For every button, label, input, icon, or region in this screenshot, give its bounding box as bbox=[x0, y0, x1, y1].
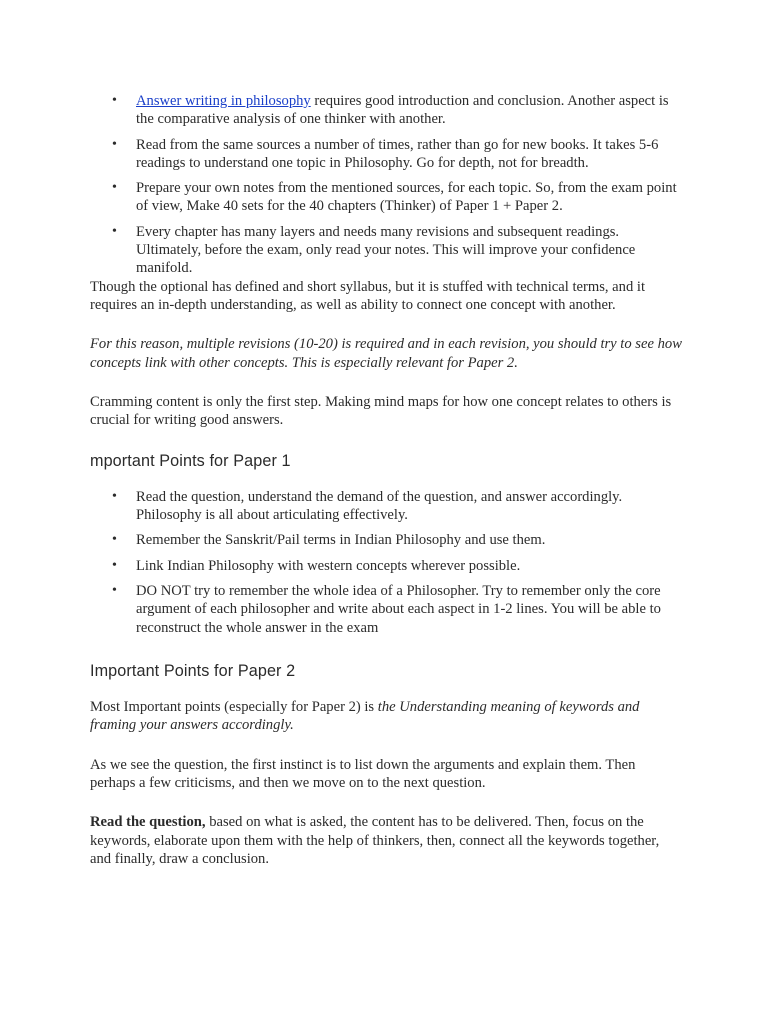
paragraph-keywords bbox=[90, 698, 682, 735]
paragraph-keywords-emphasis: the Understanding meaning of keywords and framing your answers accordingly. bbox=[90, 699, 640, 734]
paragraph-read-question bbox=[90, 813, 682, 868]
list-item: • Link Indian Philosophy with western concepts wherever possible. bbox=[136, 557, 682, 575]
list-item: • Read the question, understand the demand of the question, and answer accordingly. Philosophy is all about articulating effectively. bbox=[136, 488, 682, 525]
list-item: • Read from the same sources a number of times, rather than go for new books. It takes 5-6 readings to understand one topic in Philosophy. Go for depth, not for breadth. bbox=[136, 136, 682, 173]
answer-writing-link[interactable]: Answer writing in philosophy bbox=[136, 93, 311, 109]
paragraph-first-instinct: As we see the question, the first instinct is to list down the arguments and explain them. Then perhaps a few criticisms, and then we move on to the next question. bbox=[90, 756, 636, 792]
heading-paper-1: mportant Points for Paper 1 bbox=[90, 452, 291, 471]
list-item bbox=[136, 92, 682, 129]
list-item: • DO NOT try to remember the whole idea of a Philosopher. Try to remember only the core argument of each philosopher and write about each aspect in 1-2 lines. You will be able to reconstruct the whole answer in the exam bbox=[136, 582, 682, 637]
heading-paper-2: Important Points for Paper 2 bbox=[90, 661, 296, 680]
list-item-text: requires good introduction and conclusion. Another aspect is the comparative analysis of one thinker with another. bbox=[136, 93, 669, 128]
paragraph-revisions: For this reason, multiple revisions (10-20) is required and in each revision, you should try to see how concepts link with other concepts. This is especially relevant for Paper 2. bbox=[90, 336, 682, 371]
bullet-list-general-tips bbox=[90, 92, 682, 278]
paragraph-read-question-bold: Read the question, bbox=[90, 814, 206, 831]
paragraph-cramming: Cramming content is only the first step. Making mind maps for how one concept relates to others is crucial for writing good answers. bbox=[90, 393, 672, 429]
list-item: • Prepare your own notes from the mentioned sources, for each topic. So, from the exam point of view, Make 40 sets for the 40 chapters (Thinker) of Paper 1 + Paper 2. bbox=[136, 179, 682, 216]
paragraph-keywords-text: Most Important points (especially for Paper 2) is bbox=[90, 699, 378, 716]
bullet-list-paper-1 bbox=[90, 488, 682, 637]
list-item: • Every chapter has many layers and needs many revisions and subsequent readings. Ultimately, before the exam, only read your notes. This will improve your confidence manifold. bbox=[136, 223, 682, 278]
paragraph-read-question-text: based on what is asked, the content has to be delivered. Then, focus on the keywords, elaborate upon them with the help of thinkers, then, connect all the keywords together, and finally, draw a conclusion. bbox=[90, 814, 660, 867]
document-page bbox=[90, 92, 682, 868]
paragraph-syllabus: Though the optional has defined and short syllabus, but it is stuffed with technical terms, and it requires an in-depth understanding, as well as ability to connect one concept with another. bbox=[90, 278, 646, 313]
list-item: • Remember the Sanskrit/Pail terms in Indian Philosophy and use them. bbox=[136, 531, 682, 549]
